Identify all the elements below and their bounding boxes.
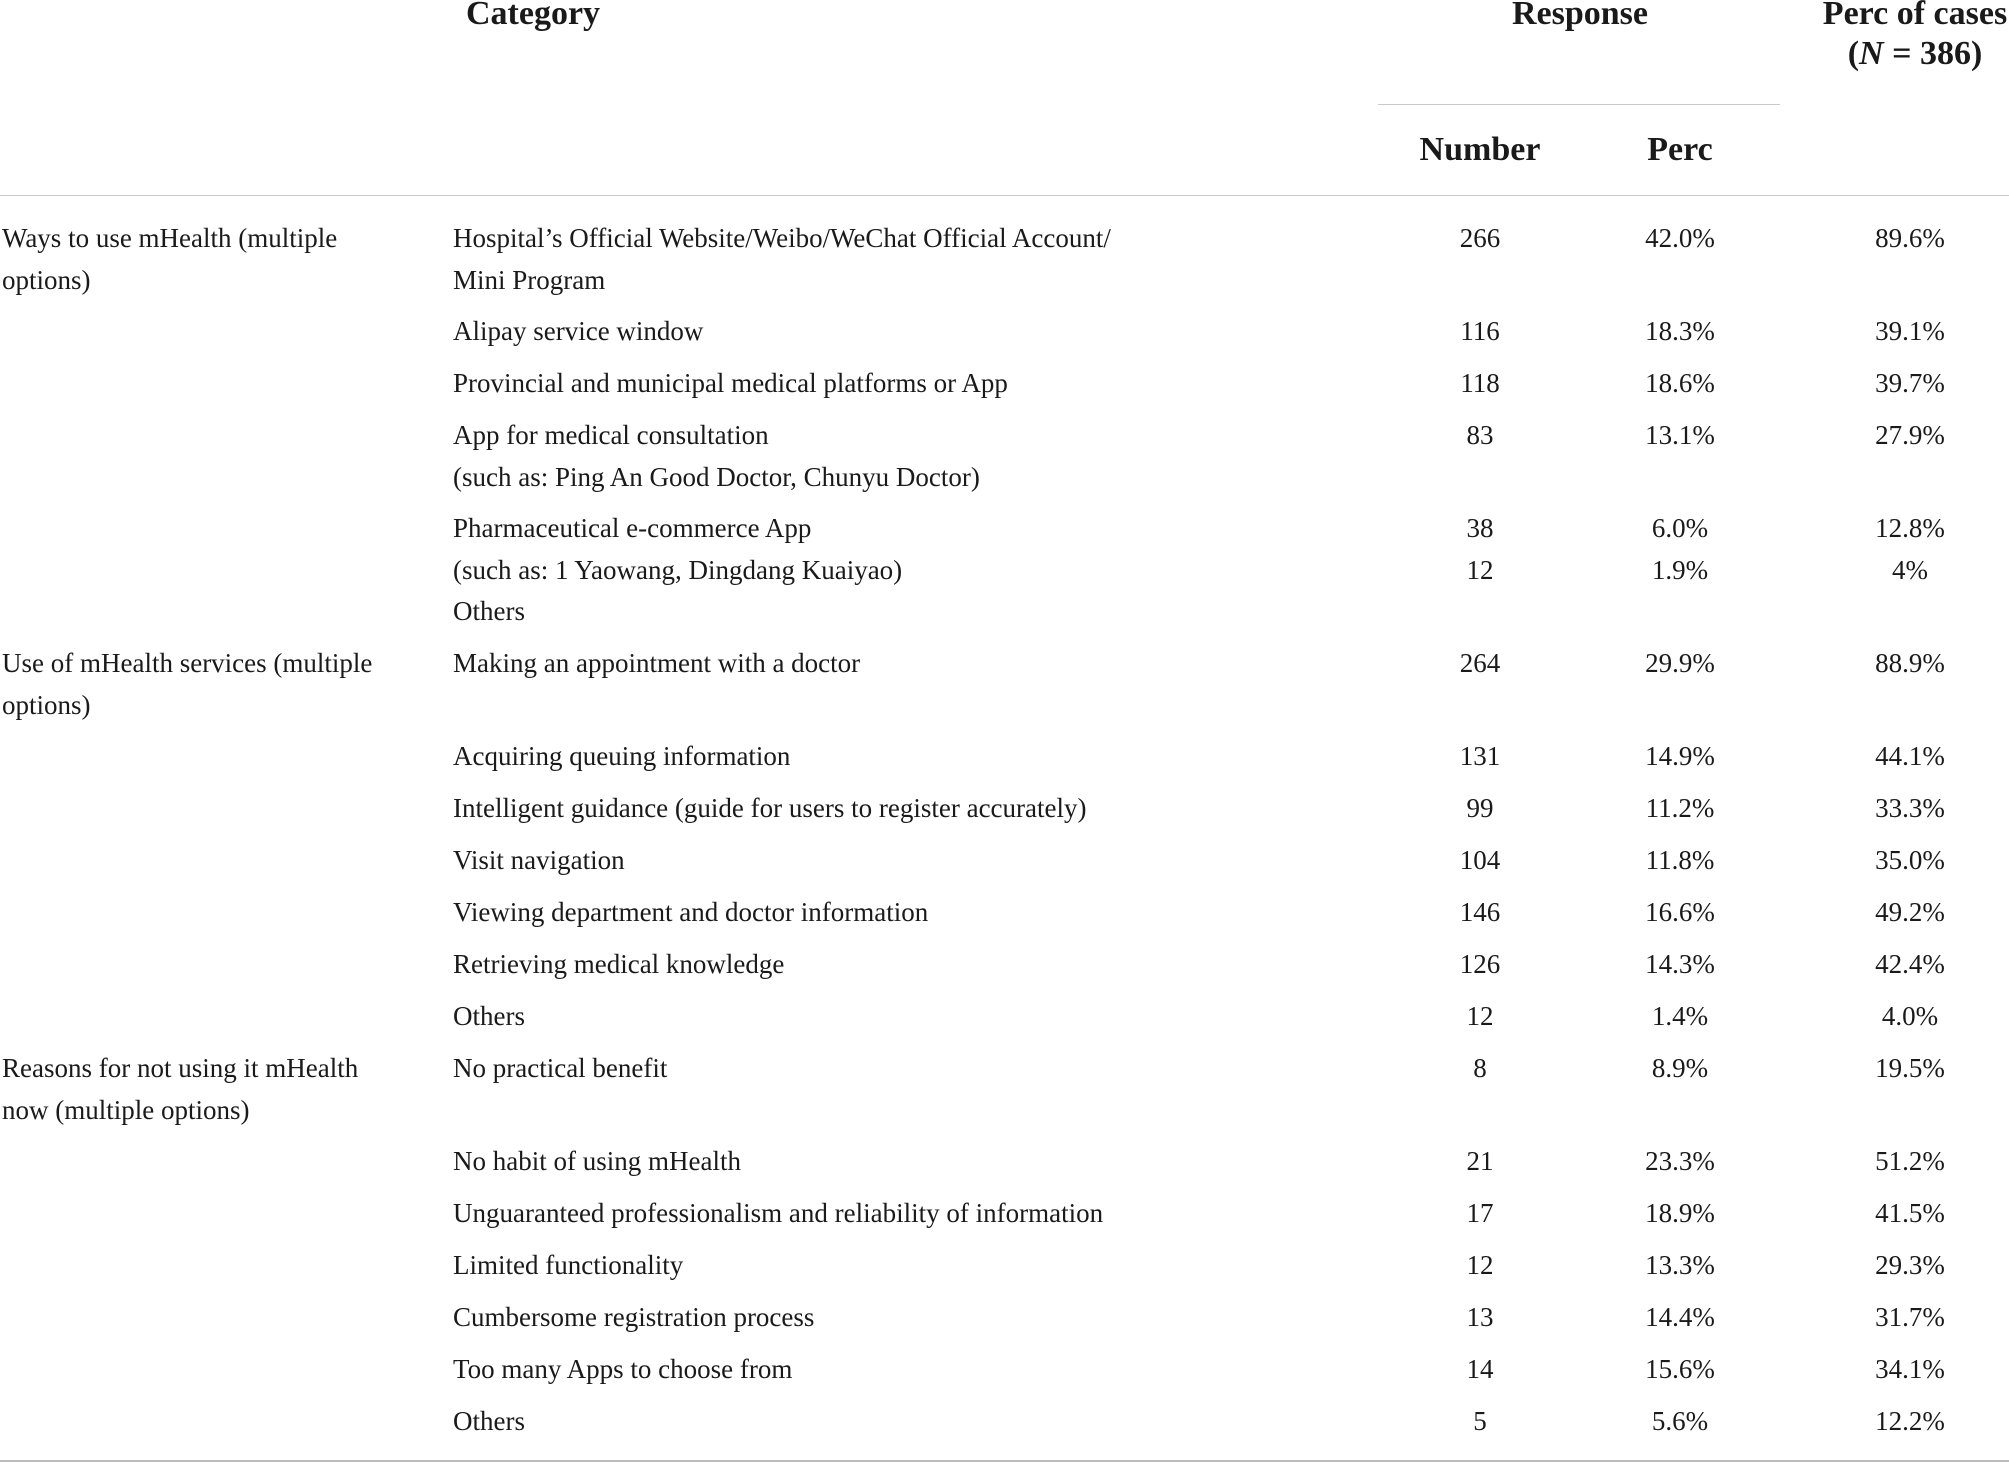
row-perc-of-cases: 12.2% bbox=[1875, 1406, 1945, 1436]
row-perc-of-cases: 4.0% bbox=[1881, 1001, 1939, 1031]
row-perc-of-cases: 39.1% bbox=[1875, 316, 1945, 346]
row-number: 264 bbox=[1459, 648, 1501, 678]
row-perc-of-cases: 12.8% 4% bbox=[1875, 513, 1945, 585]
header-perc-of-cases bbox=[1780, 0, 2009, 74]
row-item: Hospital’s Official Website/Weibo/WeChat Official Account/ Mini Program bbox=[453, 223, 1111, 295]
row-item: Others bbox=[453, 1406, 525, 1436]
row-item: Others bbox=[453, 1001, 525, 1031]
row-perc-of-cases: 19.5% bbox=[1875, 1053, 1945, 1083]
row-perc: 8.9% bbox=[1651, 1053, 1709, 1083]
row-number: 126 bbox=[1459, 949, 1501, 979]
row-number: 12 bbox=[1466, 1001, 1494, 1031]
row-number: 146 bbox=[1459, 897, 1501, 927]
row-perc-of-cases: 41.5% bbox=[1875, 1198, 1945, 1228]
row-item: Making an appointment with a doctor bbox=[453, 648, 861, 678]
category-reasons-not-using: Reasons for not using it mHealth now (multiple options) bbox=[2, 1053, 359, 1125]
row-perc: 14.9% bbox=[1645, 741, 1715, 771]
row-item: App for medical consultation (such as: Ping An Good Doctor, Chunyu Doctor) bbox=[453, 420, 980, 492]
row-item: Viewing department and doctor information bbox=[453, 897, 929, 927]
row-perc: 6.0% 1.9% bbox=[1651, 513, 1709, 585]
header-perc: Perc bbox=[1647, 131, 1713, 168]
row-item: Limited functionality bbox=[453, 1250, 684, 1280]
row-perc: 18.3% bbox=[1645, 316, 1715, 346]
row-item: Cumbersome registration process bbox=[453, 1302, 815, 1332]
row-number: 17 bbox=[1466, 1198, 1494, 1228]
row-perc-of-cases: 29.3% bbox=[1875, 1250, 1945, 1280]
row-perc-of-cases: 31.7% bbox=[1875, 1302, 1945, 1332]
category-ways-to-use: Ways to use mHealth (multiple options) bbox=[2, 223, 338, 295]
row-number: 118 bbox=[1460, 368, 1500, 398]
row-item: Acquiring queuing information bbox=[453, 741, 791, 771]
header-divider bbox=[0, 195, 2009, 196]
row-perc: 13.1% bbox=[1645, 420, 1715, 450]
row-perc: 29.9% bbox=[1645, 648, 1715, 678]
row-item: Provincial and municipal medical platforms or App bbox=[453, 368, 1008, 398]
header-response: Response bbox=[1511, 0, 1649, 32]
row-perc-of-cases: 88.9% bbox=[1875, 648, 1945, 678]
row-perc: 18.9% bbox=[1645, 1198, 1715, 1228]
row-perc-of-cases: 35.0% bbox=[1875, 845, 1945, 875]
row-perc: 1.4% bbox=[1651, 1001, 1709, 1031]
header-perc-of-cases-label: Perc of cases bbox=[1822, 0, 2008, 32]
row-perc: 16.6% bbox=[1645, 897, 1715, 927]
row-perc: 18.6% bbox=[1645, 368, 1715, 398]
row-item: Retrieving medical knowledge bbox=[453, 949, 785, 979]
row-number: 266 bbox=[1459, 223, 1501, 253]
row-number: 13 bbox=[1466, 1302, 1494, 1332]
category-use-of-services: Use of mHealth services (multiple options) bbox=[2, 648, 373, 720]
row-item: Pharmaceutical e-commerce App (such as: 1 Yaowang, Dingdang Kuaiyao) Others bbox=[453, 513, 903, 626]
row-number: 99 bbox=[1466, 793, 1494, 823]
row-number: 104 bbox=[1459, 845, 1501, 875]
row-perc-of-cases: 49.2% bbox=[1875, 897, 1945, 927]
header-category: Category bbox=[466, 0, 601, 32]
row-perc-of-cases: 51.2% bbox=[1875, 1146, 1945, 1176]
row-perc: 5.6% bbox=[1651, 1406, 1709, 1436]
row-perc: 13.3% bbox=[1645, 1250, 1715, 1280]
row-number: 12 bbox=[1466, 1250, 1494, 1280]
row-perc-of-cases: 34.1% bbox=[1875, 1354, 1945, 1384]
row-perc: 11.2% bbox=[1645, 793, 1715, 823]
row-number: 38 12 bbox=[1466, 513, 1494, 585]
row-number: 5 bbox=[1473, 1406, 1487, 1436]
row-perc-of-cases: 33.3% bbox=[1875, 793, 1945, 823]
row-number: 116 bbox=[1460, 316, 1500, 346]
header-number: Number bbox=[1419, 131, 1541, 168]
row-perc: 23.3% bbox=[1645, 1146, 1715, 1176]
header-sample-size: (N = 386) bbox=[1847, 35, 1983, 72]
row-perc-of-cases: 39.7% bbox=[1875, 368, 1945, 398]
row-item: Too many Apps to choose from bbox=[453, 1354, 793, 1384]
row-perc: 11.8% bbox=[1645, 845, 1715, 875]
row-number: 8 bbox=[1473, 1053, 1487, 1083]
row-perc: 42.0% bbox=[1645, 223, 1715, 253]
row-item: No practical benefit bbox=[453, 1053, 668, 1083]
row-item: No habit of using mHealth bbox=[453, 1146, 741, 1176]
row-perc-of-cases: 27.9% bbox=[1875, 420, 1945, 450]
row-number: 14 bbox=[1466, 1354, 1494, 1384]
row-perc: 15.6% bbox=[1645, 1354, 1715, 1384]
row-item: Intelligent guidance (guide for users to register accurately) bbox=[453, 793, 1087, 823]
row-item: Unguaranteed professionalism and reliability of information bbox=[453, 1198, 1104, 1228]
row-number: 83 bbox=[1466, 420, 1494, 450]
row-perc-of-cases: 89.6% bbox=[1875, 223, 1945, 253]
row-perc: 14.3% bbox=[1645, 949, 1715, 979]
row-perc: 14.4% bbox=[1645, 1302, 1715, 1332]
row-item: Alipay service window bbox=[453, 316, 704, 346]
row-perc-of-cases: 42.4% bbox=[1875, 949, 1945, 979]
row-number: 131 bbox=[1459, 741, 1501, 771]
row-perc-of-cases: 44.1% bbox=[1875, 741, 1945, 771]
response-underline bbox=[1378, 104, 1780, 105]
row-item: Visit navigation bbox=[453, 845, 625, 875]
row-number: 21 bbox=[1466, 1146, 1494, 1176]
